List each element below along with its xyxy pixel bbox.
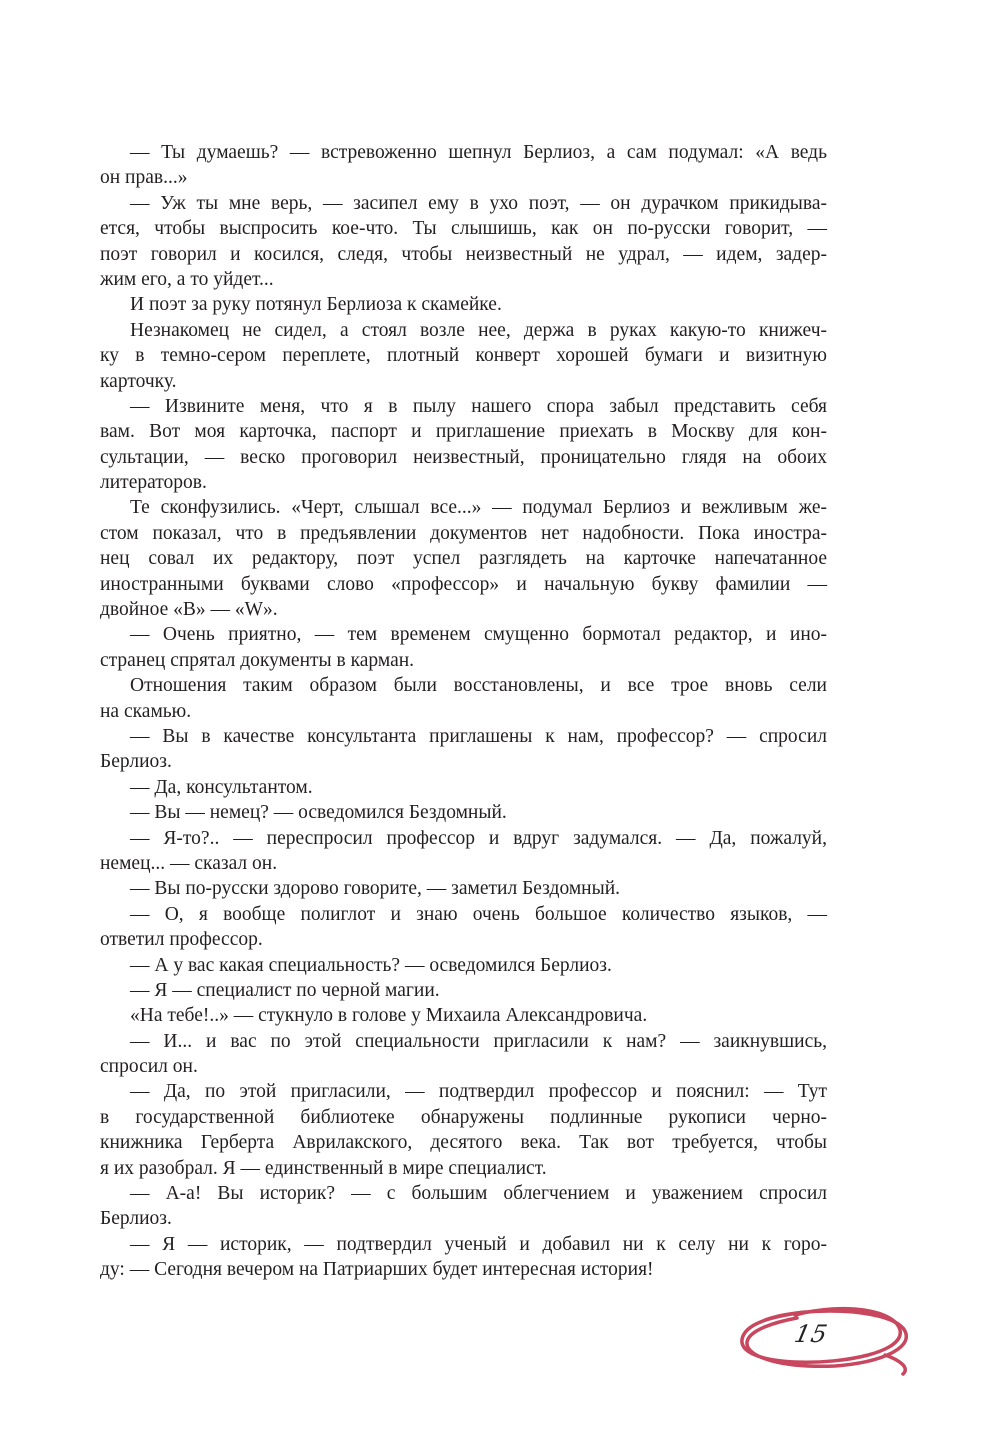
text-line: двойное «В» — «W». [100, 599, 278, 621]
text-line: — И... и вас по этой специальности пригласили к нам? — заикнувшись, [130, 1030, 827, 1052]
text-line: иностранными буквами слово «профессор» и начальную букву фамилии — [100, 573, 827, 595]
page-number: 15 [792, 1320, 831, 1348]
text-line: книжника Герберта Аврилакского, десятого века. Так вот требуется, чтобы [100, 1132, 827, 1154]
text-line: — А-а! Вы историк? — с большим облегчением и уважением спросил [130, 1183, 827, 1205]
text-line: вам. Вот моя карточка, паспорт и приглашение приехать в Москву для кон- [100, 421, 827, 443]
text-line: ответил профессор. [100, 929, 263, 951]
text-line: — Я — специалист по черной магии. [130, 979, 440, 1001]
text-line: нец совал их редактору, поэт успел разглядеть на карточке напечатанное [100, 548, 827, 570]
text-line: литераторов. [100, 472, 207, 494]
body-text [100, 140, 827, 1283]
text-line: — Уж ты мне верь, — засипел ему в ухо поэт, — он дурачком прикидыва- [130, 192, 827, 214]
text-line: странец спрятал документы в карман. [100, 649, 415, 671]
text-line: — Я — историк, — подтвердил ученый и добавил ни к селу ни к горо- [130, 1233, 827, 1255]
text-line: — Я-то?.. — переспросил профессор и вдруг задумался. — Да, пожалуй, [130, 827, 827, 849]
text-line: ду: — Сегодня вечером на Патриарших будет интересная история! [100, 1259, 654, 1281]
text-line: я их разобрал. Я — единственный в мире специалист. [100, 1157, 547, 1179]
text-line: ется, чтобы выспросить кое-что. Ты слышишь, как он по-русски говорит, — [100, 218, 827, 240]
text-line: жим его, а то уйдет... [100, 268, 274, 290]
text-line: сультации, — веско проговорил неизвестный, проницательно глядя на обоих [100, 446, 827, 468]
text-line: карточку. [100, 370, 177, 392]
text-line: ку в темно-сером переплете, плотный конверт хорошей бумаги и визитную [100, 345, 827, 367]
text-line: — Ты думаешь? — встревоженно шепнул Берлиоз, а сам подумал: «А ведь [130, 142, 827, 163]
text-line: — О, я вообще полиглот и знаю очень большое количество языков, — [130, 903, 827, 925]
text-line: — Да, консультантом. [130, 776, 313, 798]
text-line: он прав...» [100, 167, 188, 189]
text-line: — Вы — немец? — осведомился Бездомный. [130, 802, 507, 824]
text-line: Берлиоз. [100, 1208, 172, 1230]
text-line: Отношения таким образом были восстановлены, и все трое вновь сели [130, 675, 827, 697]
text-line: — Да, по этой пригласили, — подтвердил профессор и пояснил: — Тут [130, 1081, 827, 1103]
text-line: Берлиоз. [100, 751, 172, 773]
text-line: спросил он. [100, 1056, 198, 1078]
text-line: поэт говорил и косился, следя, чтобы неизвестный не удрал, — идем, задер- [100, 243, 827, 265]
text-line: в государственной библиотеке обнаружены подлинные рукописи черно- [100, 1106, 827, 1128]
text-line: Те сконфузились. «Черт, слышал все...» — подумал Берлиоз и вежливым же- [130, 497, 827, 519]
text-line: «На тебе!..» — стукнуло в голове у Михаила Александровича. [130, 1005, 648, 1027]
text-line: И поэт за руку потянул Берлиоза к скамейке. [130, 294, 502, 316]
text-line: — Вы в качестве консультанта приглашены к нам, профессор? — спросил [130, 725, 827, 747]
text-line: — Извините меня, что я в пылу нашего спора забыл представить себя [130, 395, 827, 417]
text-line: Незнакомец не сидел, а стоял возле нее, держа в руках какую-то книжеч- [130, 319, 827, 341]
text-line: — Очень приятно, — тем временем смущенно бормотал редактор, и ино- [130, 624, 827, 646]
text-line: стом показал, что в предъявлении документов нет надобности. Пока иностра- [100, 522, 827, 544]
text-line: немец... — сказал он. [100, 852, 278, 874]
text-line: — Вы по-русски здорово говорите, — заметил Бездомный. [130, 878, 621, 900]
text-line: — А у вас какая специальность? — осведомился Берлиоз. [130, 954, 612, 976]
text-line: на скамью. [100, 700, 192, 722]
